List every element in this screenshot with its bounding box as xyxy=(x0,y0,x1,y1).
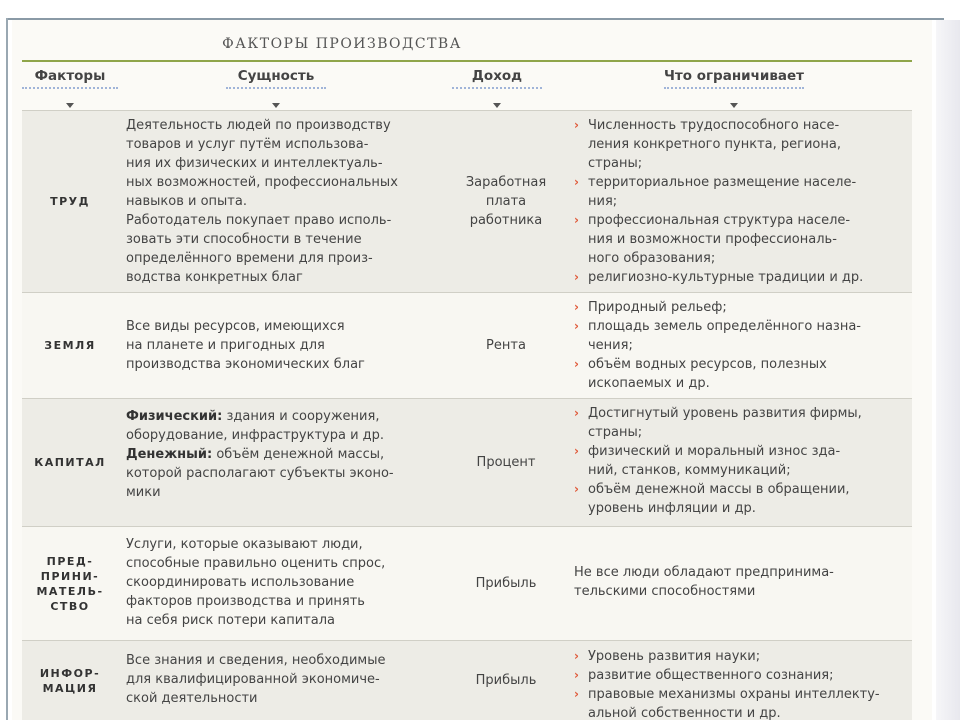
limit-line: физический и моральный износ зда- xyxy=(588,444,841,459)
bullet-arrow-icon: › xyxy=(574,668,579,682)
essence-text: объём денежной массы, xyxy=(212,447,385,462)
income-line: Процент xyxy=(476,455,536,470)
income-line: Прибыль xyxy=(475,576,537,591)
essence-line: факторов производства и принять xyxy=(126,594,365,609)
limit-line: объём водных ресурсов, полезных xyxy=(588,357,827,372)
essence-cell xyxy=(118,111,446,292)
header-arrow-icon xyxy=(730,103,738,108)
limit-line: Природный рельеф; xyxy=(588,300,727,315)
limits-cell xyxy=(566,293,912,398)
income-line: Прибыль xyxy=(475,673,537,688)
limit-line: тельскими способностями xyxy=(574,584,756,599)
limit-line: Уровень развития науки; xyxy=(588,649,761,664)
page-title: ФАКТОРЫ ПРОИЗВОДСТВА xyxy=(222,36,462,52)
essence-text: мики xyxy=(126,485,161,500)
essence-line xyxy=(126,483,438,502)
income-cell xyxy=(446,399,566,526)
bullet-arrow-icon: › xyxy=(574,406,579,420)
essence-line xyxy=(126,464,438,483)
header-dots xyxy=(22,87,118,89)
essence-line: Услуги, которые оказывают люди, xyxy=(126,537,363,552)
limit-line: территориальное размещение населе- xyxy=(588,175,857,190)
factor-cell xyxy=(22,399,118,526)
essence-line: производства экономических благ xyxy=(126,357,365,372)
bullet-arrow-icon: › xyxy=(574,118,579,132)
essence-cell xyxy=(118,293,446,398)
table-row-entrepreneurship xyxy=(22,526,912,640)
limit-item xyxy=(574,116,906,173)
essence-cell xyxy=(118,641,446,720)
header-income xyxy=(452,68,542,98)
limit-item xyxy=(574,268,906,287)
factor-name: ТРУД xyxy=(50,195,90,208)
limit-line: развитие общественного сознания; xyxy=(588,668,834,683)
factor-name-line: МАТЕЛЬ- xyxy=(36,584,104,598)
factor-name: ЗЕМЛЯ xyxy=(44,339,96,352)
limit-line: религиозно-культурные традиции и др. xyxy=(588,270,864,285)
table-row-land xyxy=(22,292,912,398)
essence-line: товаров и услуг путём использова- xyxy=(126,137,369,152)
factor-cell xyxy=(22,293,118,398)
income-cell xyxy=(446,641,566,720)
income-cell xyxy=(446,527,566,640)
limit-line: профессиональная структура населе- xyxy=(588,213,851,228)
header-factors-label: Факторы xyxy=(34,68,106,84)
factor-name: КАПИТАЛ xyxy=(34,456,106,469)
header-income-label: Доход xyxy=(471,68,523,84)
limit-line: объём денежной массы в обращении, xyxy=(588,482,850,497)
limit-line: ния; xyxy=(588,194,618,209)
limit-line: ния и возможности профессиональ- xyxy=(588,232,837,247)
table-row-labor xyxy=(22,110,912,292)
slide-left-border xyxy=(6,18,8,720)
essence-line: на себя риск потери капитала xyxy=(126,613,335,628)
limit-item xyxy=(574,647,906,666)
header-dots xyxy=(452,87,542,89)
essence-line: для квалифицированной экономиче- xyxy=(126,672,380,687)
essence-bold: Денежный: xyxy=(126,447,213,462)
factor-name-line: ПРИНИ- xyxy=(40,569,100,583)
limit-item xyxy=(574,666,906,685)
limit-line: уровень инфляции и др. xyxy=(588,501,756,516)
factor-cell xyxy=(22,527,118,640)
essence-line: Все виды ресурсов, имеющихся xyxy=(126,319,345,334)
factor-name-line: ИНФОР- xyxy=(39,666,101,680)
essence-line: скоординировать использование xyxy=(126,575,355,590)
limit-line: страны; xyxy=(588,425,643,440)
bullet-arrow-icon: › xyxy=(574,687,579,701)
bullet-arrow-icon: › xyxy=(574,270,579,284)
essence-line xyxy=(126,445,438,464)
bullet-arrow-icon: › xyxy=(574,444,579,458)
essence-text: оборудование, инфраструктура и др. xyxy=(126,428,385,443)
factor-cell xyxy=(22,111,118,292)
header-dots xyxy=(226,87,326,89)
limit-item xyxy=(574,211,906,268)
table-row-information xyxy=(22,640,912,720)
limit-item xyxy=(574,298,906,317)
essence-cell xyxy=(118,527,446,640)
factor-name-line: ПРЕД- xyxy=(46,554,94,568)
essence-line: ния их физических и интеллектуаль- xyxy=(126,156,383,171)
header-essence xyxy=(226,68,326,98)
income-cell xyxy=(446,293,566,398)
income-cell xyxy=(446,111,566,292)
header-limits-label: Что ограничивает xyxy=(664,68,804,84)
table-row-capital xyxy=(22,398,912,526)
income-line: плата xyxy=(485,194,527,209)
limit-item xyxy=(574,480,906,518)
factor-name-line: МАЦИЯ xyxy=(42,681,98,695)
limit-item xyxy=(574,317,906,355)
factor-name-line: СТВО xyxy=(50,599,90,613)
header-essence-label: Сущность xyxy=(237,68,315,84)
header-arrow-icon xyxy=(493,103,501,108)
limit-line: альной собственности и др. xyxy=(588,706,781,720)
bullet-arrow-icon: › xyxy=(574,649,579,663)
bullet-arrow-icon: › xyxy=(574,300,579,314)
limit-item xyxy=(574,173,906,211)
essence-line: Работодатель покупает право исполь- xyxy=(126,213,392,228)
limit-item xyxy=(574,355,906,393)
essence-line: водства конкретных благ xyxy=(126,270,303,285)
income-line: работника xyxy=(469,213,543,228)
limit-line: чения; xyxy=(588,338,633,353)
limit-item xyxy=(574,685,906,720)
limits-cell xyxy=(566,399,912,526)
header-arrow-icon xyxy=(66,103,74,108)
limit-line: Численность трудоспособного насе- xyxy=(588,118,840,133)
header-arrow-icon xyxy=(272,103,280,108)
essence-cell xyxy=(118,399,446,526)
bullet-arrow-icon: › xyxy=(574,357,579,371)
header-limits xyxy=(664,68,804,98)
bullet-arrow-icon: › xyxy=(574,482,579,496)
limit-line: ископаемых и др. xyxy=(588,376,710,391)
limit-line: ления конкретного пункта, региона, xyxy=(588,137,841,152)
bullet-arrow-icon: › xyxy=(574,213,579,227)
limits-cell xyxy=(566,641,912,720)
limit-line: ний, станков, коммуникаций; xyxy=(588,463,791,478)
factor-cell xyxy=(22,641,118,720)
limit-item xyxy=(574,404,906,442)
limit-item xyxy=(574,442,906,480)
essence-line: Все знания и сведения, необходимые xyxy=(126,653,386,668)
essence-text: которой располагают субъекты эконо- xyxy=(126,466,394,481)
income-line: Заработная xyxy=(465,175,547,190)
textbook-page xyxy=(12,20,932,720)
bullet-arrow-icon: › xyxy=(574,319,579,333)
limit-line: площадь земель определённого назна- xyxy=(588,319,861,334)
page-edge-shadow xyxy=(936,20,960,720)
essence-line: зовать эти способности в течение xyxy=(126,232,362,247)
essence-line: навыков и опыта. xyxy=(126,194,247,209)
essence-line: на планете и пригодных для xyxy=(126,338,325,353)
window-top-margin xyxy=(0,0,960,18)
limits-cell xyxy=(566,111,912,292)
header-factors xyxy=(22,68,118,98)
limit-line: правовые механизмы охраны интеллекту- xyxy=(588,687,880,702)
essence-line: ской деятельности xyxy=(126,691,258,706)
essence-line: Деятельность людей по производству xyxy=(126,118,391,133)
title-rule xyxy=(22,60,912,62)
header-dots xyxy=(664,87,804,89)
limit-line: ного образования; xyxy=(588,251,716,266)
essence-line: определённого времени для произ- xyxy=(126,251,373,266)
essence-line xyxy=(126,426,438,445)
bullet-arrow-icon: › xyxy=(574,175,579,189)
limit-line: страны; xyxy=(588,156,643,171)
limits-cell xyxy=(566,527,912,640)
income-line: Рента xyxy=(486,338,526,353)
essence-line: ных возможностей, профессиональных xyxy=(126,175,398,190)
essence-text: здания и сооружения, xyxy=(222,409,380,424)
essence-bold: Физический: xyxy=(126,409,223,424)
essence-line: способные правильно оценить спрос, xyxy=(126,556,386,571)
limit-line: Достигнутый уровень развития фирмы, xyxy=(588,406,862,421)
limit-line: Не все люди обладают предпринима- xyxy=(574,565,834,580)
essence-line xyxy=(126,407,438,426)
